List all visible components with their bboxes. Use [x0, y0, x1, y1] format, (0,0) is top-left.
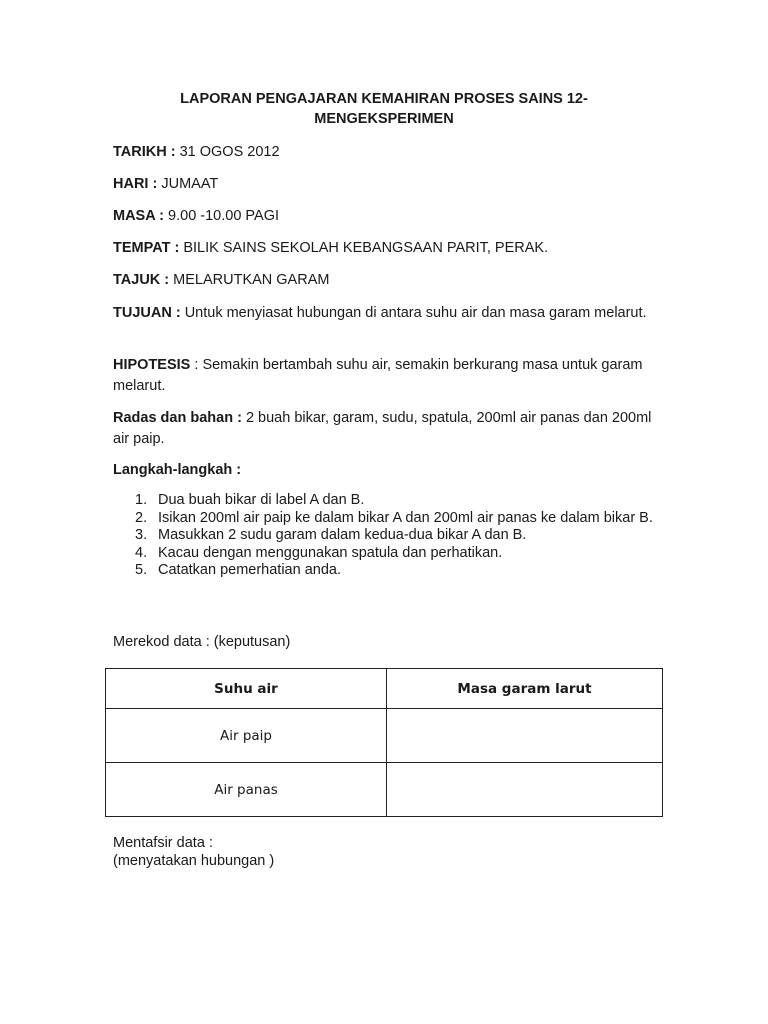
field-tempat	[113, 238, 653, 259]
radas-label: Radas dan bahan :	[113, 410, 242, 426]
mentafsir-line-2: (menyatakan hubungan )	[113, 853, 275, 869]
step-number: 4.	[135, 544, 148, 561]
title-line-2: MENGEKSPERIMEN	[314, 111, 454, 127]
masa-value: 9.00 -10.00 PAGI	[164, 208, 280, 224]
tempat-label: TEMPAT :	[113, 240, 180, 256]
header-suhu-air: Suhu air	[106, 669, 387, 709]
step-item	[113, 510, 653, 528]
table-cell-empty	[387, 763, 663, 817]
step-number: 1.	[135, 492, 148, 508]
tempat-value: BILIK SAINS SEKOLAH KEBANGSAAN PARIT, PERAK.	[179, 240, 549, 256]
tujuan-value: Untuk menyiasat hubungan di antara suhu air dan masa garam melarut.	[180, 305, 647, 321]
step-text: Catatkan pemerhatian anda.	[158, 562, 341, 578]
step-item	[113, 527, 653, 545]
step-number: 5.	[135, 562, 148, 578]
field-masa	[113, 206, 653, 227]
field-radas	[113, 408, 653, 450]
tajuk-label: TAJUK :	[113, 272, 170, 288]
merekod-label: Merekod data : (keputusan)	[113, 634, 291, 650]
step-text: Masukkan 2 sudu garam dalam kedua-dua bikar A dan B.	[158, 527, 527, 543]
tujuan-label: TUJUAN :	[113, 305, 181, 321]
radas-value: 2 buah bikar, garam, sudu, spatula, 200ml air panas dan 200ml air paip.	[113, 410, 652, 447]
report-title	[100, 89, 668, 129]
header-masa-garam: Masa garam larut	[387, 669, 663, 709]
table-cell-empty	[387, 709, 663, 763]
tajuk-value: MELARUTKAN GARAM	[169, 272, 330, 288]
step-item	[113, 545, 653, 563]
table-cell: Air paip	[106, 709, 387, 763]
step-item	[113, 492, 653, 510]
field-tujuan	[113, 303, 653, 324]
steps-list	[113, 492, 653, 580]
results-table	[105, 668, 663, 817]
step-text: Kacau dengan menggunakan spatula dan perhatikan.	[158, 544, 503, 561]
title-line-1: LAPORAN PENGAJARAN KEMAHIRAN PROSES SAINS 12-	[180, 91, 588, 107]
field-tarikh	[113, 142, 653, 163]
tarikh-value: 31 OGOS 2012	[175, 144, 280, 160]
step-text: Isikan 200ml air paip ke dalam bikar A dan 200ml air panas ke dalam bikar B.	[158, 509, 653, 526]
mentafsir-label	[113, 834, 274, 870]
step-text: Dua buah bikar di label A dan B.	[158, 492, 365, 508]
step-item	[113, 562, 653, 580]
mentafsir-line-1: Mentafsir data :	[113, 835, 213, 851]
hipotesis-value: : Semakin bertambah suhu air, semakin berkurang masa untuk garam melarut.	[113, 357, 643, 394]
table-row	[106, 763, 663, 817]
step-number: 2.	[135, 509, 148, 526]
field-hari	[113, 174, 653, 195]
hari-label: HARI :	[113, 176, 158, 192]
field-hipotesis	[113, 355, 653, 397]
steps-heading: Langkah-langkah :	[113, 462, 242, 478]
field-tajuk	[113, 270, 653, 291]
step-number: 3.	[135, 527, 148, 543]
hari-value: JUMAAT	[157, 176, 219, 192]
hipotesis-label: HIPOTESIS	[113, 357, 191, 373]
masa-label: MASA :	[113, 208, 165, 224]
table-header-row	[106, 669, 663, 709]
table-row	[106, 709, 663, 763]
table-cell: Air panas	[106, 763, 387, 817]
tarikh-label: TARIKH :	[113, 144, 176, 160]
